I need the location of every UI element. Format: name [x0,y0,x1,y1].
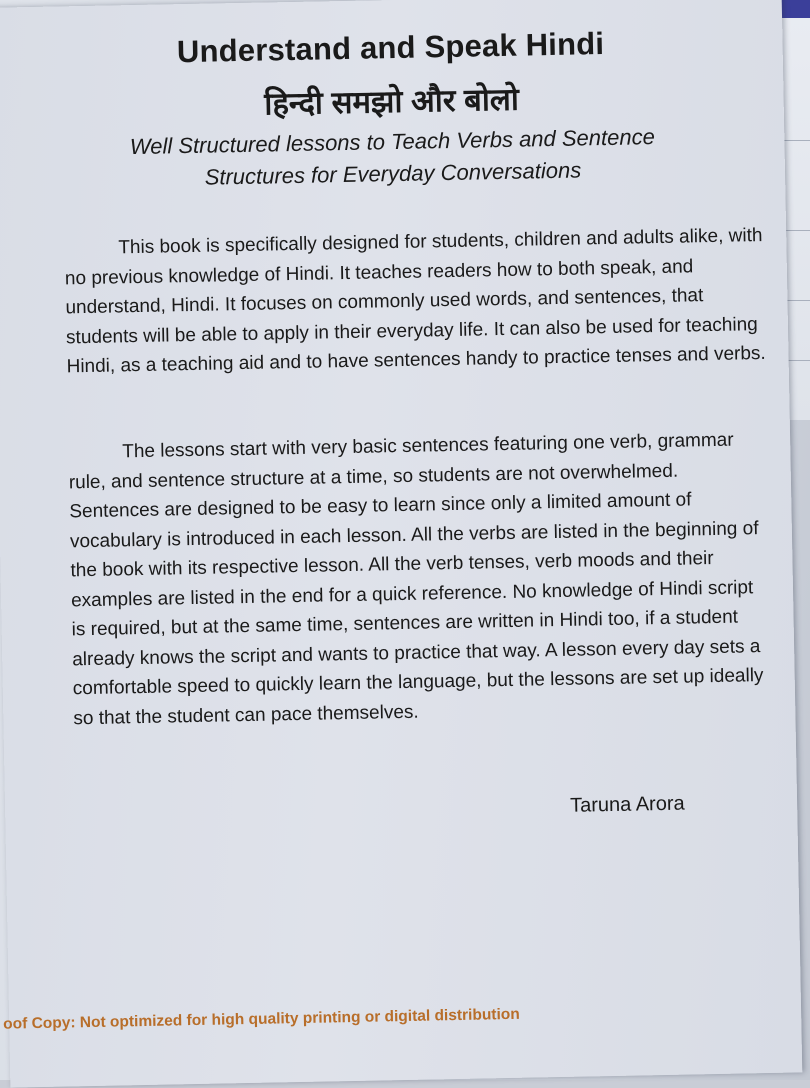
lessons-paragraph [68,425,774,733]
hindi-title: हिन्दी समझो और बोलो [264,81,520,122]
intro-paragraph-text: This book is specifically designed for students, children and adults alike, with no previous knowledge of Hindi. It teaches readers how to both speak, and understand, Hindi. It focuses on commonly used words, and sentences, that students will be able to apply in their everyday life. It can also be used for teaching Hindi, as a teaching aid and to have sentences handy to practice tenses and verbs. [64,224,766,378]
author-name: Taruna Arora [569,792,685,817]
page-title: Understand and Speak Hindi [176,25,605,70]
lessons-paragraph-text: The lessons start with very basic sentences featuring one verb, grammar rule, and sentence structure at a time, so students are not overwhelmed. Sentences are designed to be easy to learn since only a limited amount of vocabulary is introduced in each lesson. All the verbs are listed in the beginning of the book with its respective lesson. All the verb tenses, verb moods and their examples are listed in the end for a quick reference. No knowledge of Hindi script is required, but at the same time, sentences are written in Hindi too, if a student already knows the script and wants to practice that way. A lesson every day sets a comfortable speed to quickly learn the language, but the lessons are set up ideally so that the student can pace themselves. [68,429,764,729]
subtitle-line-1: Well Structured lessons to Teach Verbs and Sentence [129,124,656,160]
proof-copy-notice: oof Copy: Not optimized for high quality printing or digital distribution [3,1005,520,1033]
intro-paragraph [64,221,767,382]
subtitle [0,118,793,197]
subtitle-line-2: Structures for Everyday Conversations [204,157,582,190]
